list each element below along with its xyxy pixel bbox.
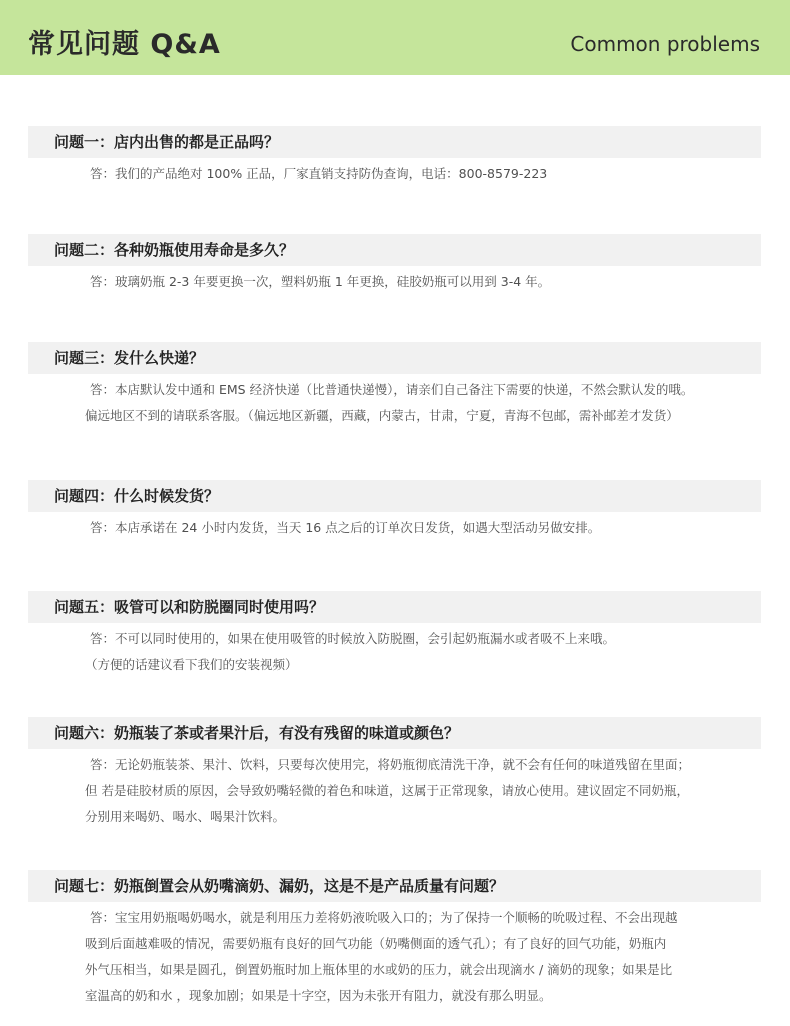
faq-answer-line: 偏远地区不到的请联系客服。（偏远地区新疆，西藏，内蒙古，甘肃，宁夏，青海不包邮，需补邮差才发货） <box>85 408 679 423</box>
faq-item-1 <box>28 126 761 187</box>
faq-answer-line: 答：玻璃奶瓶 2-3 年要更换一次，塑料奶瓶 1 年更换，硅胶奶瓶可以用到 3-4 年。 <box>90 274 551 289</box>
faq-answer <box>28 158 761 187</box>
page-title: 常见问题 Q&A <box>28 29 221 60</box>
faq-question: 问题六：奶瓶装了茶或者果汁后，有没有残留的味道或颜色？ <box>28 717 761 749</box>
faq-answer <box>28 623 761 678</box>
faq-question: 问题七：奶瓶倒置会从奶嘴滴奶、漏奶，这是不是产品质量有问题？ <box>28 870 761 902</box>
faq-item-6 <box>28 717 761 830</box>
faq-item-3 <box>28 342 761 429</box>
faq-item-2 <box>28 234 761 295</box>
faq-question: 问题五：吸管可以和防脱圈同时使用吗？ <box>28 591 761 623</box>
faq-answer-line: 吸到后面越难吸的情况，需要奶瓶有良好的回气功能（奶嘴侧面的透气孔）；有了良好的回气功能，奶瓶内 <box>85 936 667 951</box>
faq-answer <box>28 266 761 295</box>
faq-answer <box>28 512 761 541</box>
faq-answer-line: 但 若是硅胶材质的原因，会导致奶嘴轻微的着色和味道，这属于正常现象，请放心使用。建议固定不同奶瓶， <box>85 783 689 798</box>
faq-answer <box>28 374 761 429</box>
faq-answer-line: 答：宝宝用奶瓶喝奶喝水，就是利用压力差将奶液吮吸入口的；为了保持一个顺畅的吮吸过程、不会出现越 <box>90 910 678 925</box>
page-subtitle: Common problems <box>570 32 760 56</box>
faq-question: 问题四：什么时候发货？ <box>28 480 761 512</box>
faq-answer-line: 答：本店默认发中通和 EMS 经济快递（比普通快递慢），请亲们自己备注下需要的快递，不然会默认发的哦。 <box>90 382 694 397</box>
faq-question: 问题一：店内出售的都是正品吗？ <box>28 126 761 158</box>
faq-answer <box>28 749 761 830</box>
faq-answer-line: 答：不可以同时使用的，如果在使用吸管的时候放入防脱圈，会引起奶瓶漏水或者吸不上来哦。 <box>90 631 616 646</box>
faq-answer-line: （方便的话建议看下我们的安装视频） <box>85 657 298 672</box>
faq-item-7 <box>28 870 761 1009</box>
faq-answer-line: 分别用来喝奶、喝水、喝果汁饮料。 <box>85 809 286 824</box>
faq-answer-line: 外气压相当，如果是圆孔，倒置奶瓶时加上瓶体里的水或奶的压力，就会出现滴水 / 滴奶的现象；如果是比 <box>85 962 673 977</box>
faq-item-5 <box>28 591 761 678</box>
faq-answer-line: 答：本店承诺在 24 小时内发货，当天 16 点之后的订单次日发货，如遇大型活动另做安排。 <box>90 520 601 535</box>
faq-question: 问题三：发什么快递？ <box>28 342 761 374</box>
faq-answer-line: 室温高的奶和水 ，现象加剧；如果是十字空，因为未张开有阻力，就没有那么明显。 <box>85 988 552 1003</box>
faq-answer-line: 答：我们的产品绝对 100% 正品，厂家直销支持防伪查询，电话：800-8579-223 <box>90 166 548 181</box>
page-header <box>0 0 790 75</box>
faq-item-4 <box>28 480 761 541</box>
faq-answer-line: 答：无论奶瓶装茶、果汁、饮料，只要每次使用完，将奶瓶彻底清洗干净，就不会有任何的味道残留在里面； <box>90 757 691 772</box>
faq-answer <box>28 902 761 1009</box>
faq-question: 问题二：各种奶瓶使用寿命是多久？ <box>28 234 761 266</box>
